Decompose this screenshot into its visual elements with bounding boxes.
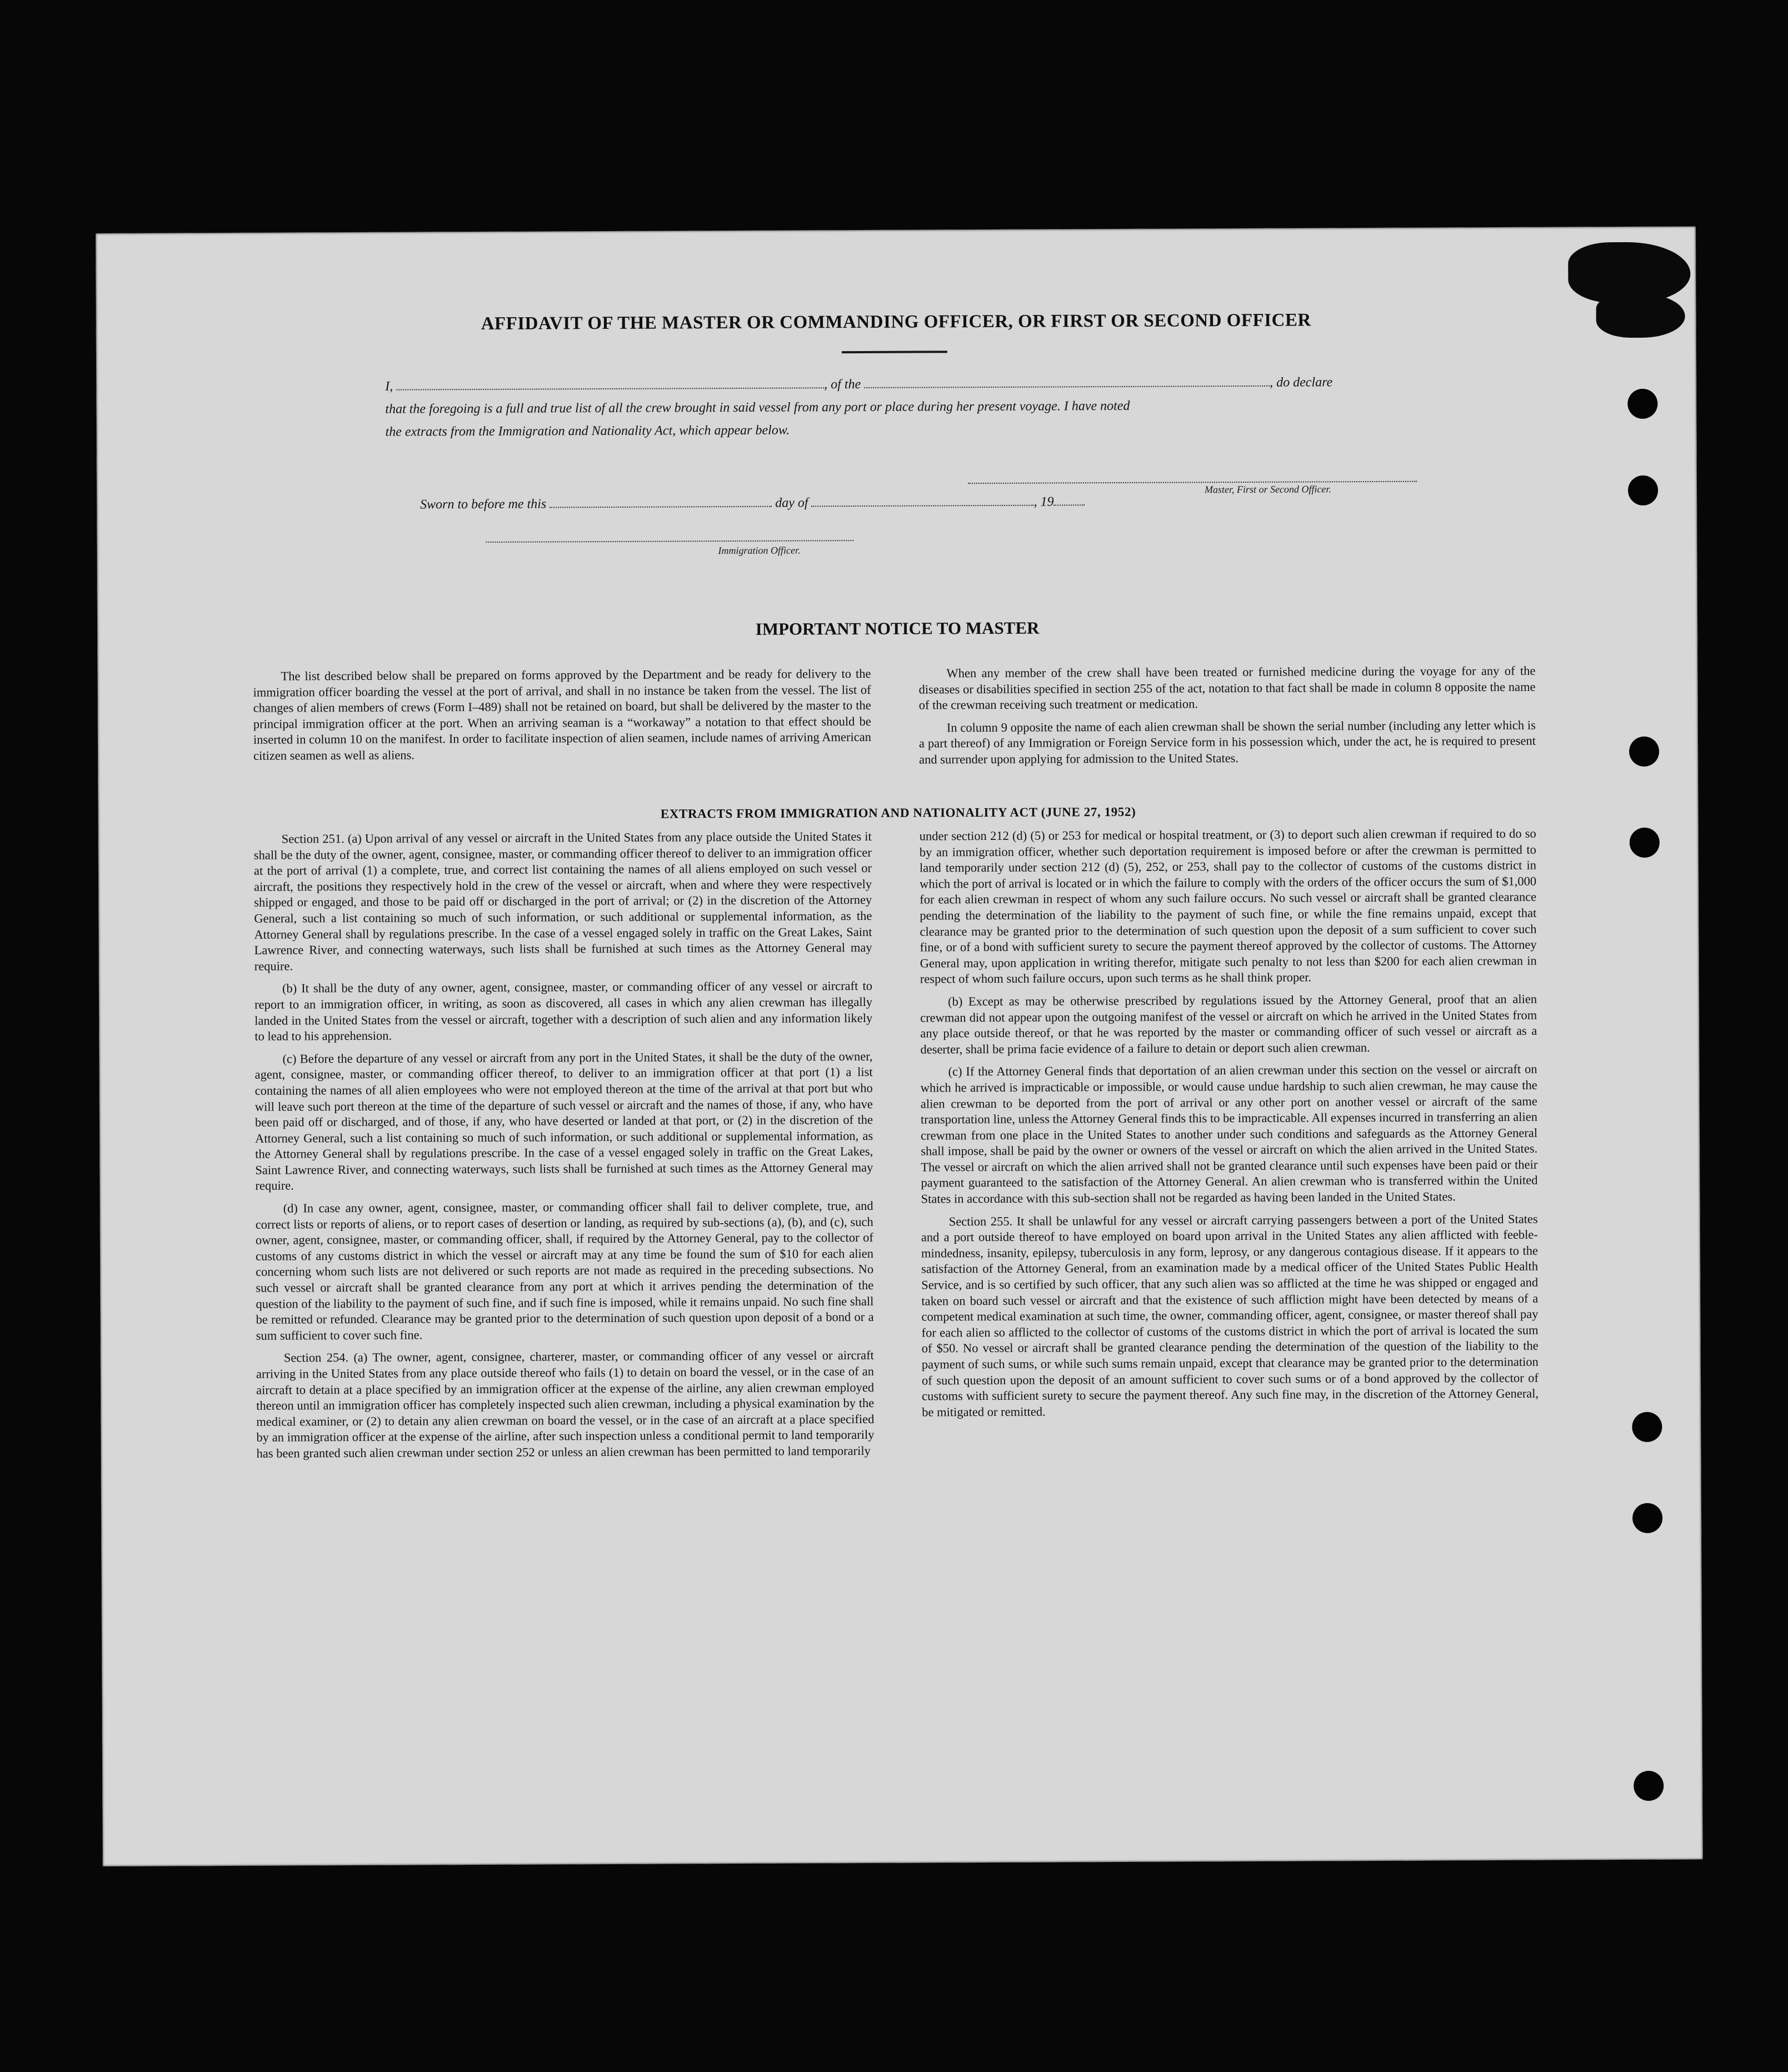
- master-signature-label: Master, First or Second Officer.: [1204, 483, 1332, 496]
- extracts-left-column: [254, 829, 875, 1468]
- binder-hole-4: [1630, 828, 1660, 858]
- sworn-year-blank-field[interactable]: [1054, 494, 1085, 506]
- section-251-a: Section 251. (a) Upon arrival of any vessel or aircraft in the United States from any place outside the United States it shall be the duty of the owner, agent, consignee, master, or commanding officer thereof to deliver to an immigration officer at the port of arrival (1) a complete, true, and correct list containing the names of all aliens employed on such vessel or aircraft, the positions they respectively hold in the crew of the vessel or aircraft, when and where they were respectively shipped or engaged, and those to be paid off or discharged in the port of arrival; or (2) in the discretion of the Attorney General, such a list containing so much of such information, or such additional or supplemental information, as the Attorney General shall by regulations prescribe. In the case of a vessel engaged solely in traffic on the Great Lakes, Saint Lawrence River, and connecting waterways, such lists shall be furnished at such times as the Attorney General may require.: [253, 829, 872, 973]
- section-255: Section 255. It shall be unlawful for any vessel or aircraft carrying passengers between a port of the United States and a port outside thereof to have employed on board upon arrival in the United States any alien afflicted with feeble-mindedness, insanity, epilepsy, tuberculosis in any form, leprosy, or any dangerous contagious disease. If it appears to the satisfaction of the Attorney General, from an examination made by a medical officer of the United States Public Health Service, and is so certified by such officer, that any such alien was so afflicted at the time he was shipped or engaged and taken on board such vessel or aircraft and that the existence of such affliction might have been detected by means of a competent medical examination at such time, the owner, commanding officer, agent, consignee, or master thereof shall pay for each alien so afflicted to the collector of customs of the customs district in which the port of arrival is located the sum of $50. No vessel or aircraft shall be granted clearance pending the determination of the question of the liability to the payment of such sums, or while such sums remain unpaid, except that clearance may be granted prior to the determination of such question upon the deposit of an amount sufficient to cover such sums or of a bond approved by the collector of customs with sufficient surety to secure the payment thereof. Any such fine may, in the discretion of the Attorney General, be mitigated or remitted.: [921, 1212, 1539, 1419]
- sworn-month-blank-field[interactable]: [812, 495, 1034, 507]
- section-251-c: (c) Before the departure of any vessel or aircraft from any port in the United States, it shall be the duty of the owner, agent, consignee, master, or commanding officer thereof, to deliver to an immigration officer at that port (1) a list containing the names of all alien employees who were not employed thereon at the time of the arrival at that port but who will leave such port thereon at the time of the departure of such vessel or aircraft and the names of those, if any, who have been paid off or discharged, and of those, if any, who have deserted or landed at that port, or (2) in the discretion of the Attorney General, such a list containing so much of such information, or such additional or supplemental information, as the Attorney General shall by regulations prescribe. In the case of a vessel engaged solely in traffic on the Great Lakes, Saint Lawrence River, and connecting waterways, such lists shall be furnished at such times as the Attorney General may require.: [254, 1049, 873, 1193]
- sworn-before: Sworn to before me this: [420, 497, 547, 512]
- sworn-day-of: day of: [775, 496, 808, 511]
- immigration-officer-signature-line[interactable]: [486, 539, 853, 543]
- section-251-b: (b) It shall be the duty of any owner, agent, consignee, master, or commanding officer of any vessel or aircraft to report to an immigration officer, in writing, as soon as discovered, all cases in which any alien crewman has illegally landed in the United States from the vessel or aircraft, together with a description of such alien and any information likely to lead to his apprehension.: [254, 979, 873, 1043]
- section-254-a-continued: under section 212 (d) (5) or 253 for medical or hospital treatment, or (3) to deport such alien crewman if required to do so by an immigration officer, whether such deportation requirement is imposed before or after the crewman is permitted to land temporarily under section 212 (d) (5), 252, or 253, shall pay to the collector of customs of the customs district in which the port of arrival is located or in which the failure to comply with the orders of the officer occurs the sum of $1,000 for each alien crewman in respect of whom any such failure occurs. No such vessel or aircraft shall be granted clearance pending the determination of the liability to the payment of such fine, or while the fine remains unpaid, except that clearance may be granted prior to the determination of such question upon the deposit of a sum sufficient to cover such fine, or of a bond with sufficient surety to secure the payment thereof approved by the collector of customs. The Attorney General may, upon application in writing therefor, mitigate such penalty to not less than $200 for each alien crewman in respect of whom such failure occurs, upon such terms as he shall think proper.: [919, 826, 1537, 986]
- master-signature-line[interactable]: [968, 480, 1417, 484]
- binder-hole-3: [1629, 737, 1659, 767]
- affidavit-title: AFFIDAVIT OF THE MASTER OR COMMANDING OFFICER, OR FIRST OR SECOND OFFICER: [481, 310, 1311, 334]
- sworn-year: , 19: [1033, 494, 1054, 509]
- notice-right-paragraph-2: In column 9 opposite the name of each alien crewman shall be shown the serial number (including any letter which is a part thereof) of any Immigration or Foreign Service form in his possession which, under the act, he is required to present and surrender upon applying for admission to the United States.: [918, 718, 1536, 767]
- binder-hole-6: [1632, 1503, 1662, 1533]
- binder-hole-5: [1632, 1412, 1662, 1442]
- sworn-day-blank-field[interactable]: [550, 496, 772, 508]
- decl-line-2: that the foregoing is a full and true list of all the crew brought in said vessel from any port or place during her present voyage. I have noted: [385, 398, 1130, 417]
- sworn-statement: [420, 494, 1085, 512]
- vessel-blank-field[interactable]: [864, 374, 1270, 388]
- extracts-title: EXTRACTS FROM IMMIGRATION AND NATIONALITY ACT (JUNE 27, 1952): [660, 804, 1136, 821]
- notice-title: IMPORTANT NOTICE TO MASTER: [755, 618, 1040, 639]
- binder-hole-2: [1628, 476, 1658, 506]
- decl-i: I,: [385, 379, 393, 394]
- name-blank-field[interactable]: [396, 376, 824, 390]
- section-254-a: Section 254. (a) The owner, agent, consignee, charterer, master, or commanding officer of any vessel or aircraft arriving in the United States from any place outside thereof who fails (1) to detain on board the vessel, or in the case of an aircraft to detain at a place specified by an immigration officer at the expense of the airline, any alien crewman employed thereon until an immigration officer has completely inspected such alien crewman, including a physical examination by the medical examiner, or (2) to detain any alien crewman on board the vessel, or in the case of an aircraft at a place specified by an immigration officer at the expense of the airline, after such inspection unless a conditional permit to land temporarily has been granted such alien crewman under section 252 or unless an alien crewman has been permitted to land temporarily: [256, 1348, 875, 1460]
- declaration-text: [385, 371, 1452, 443]
- notice-left-paragraph: The list described below shall be prepared on forms approved by the Department and be ready for delivery to the immigration officer boarding the vessel at the port of arrival, and shall in no instance be taken from the vessel. The list of changes of alien members of crews (Form I–489) shall not be retained on board, but shall be delivered by the master to the principal immigration officer at the port. When an arriving seaman is a “workaway” a notation to that effect should be inserted in column 10 on the manifest. In order to facilitate inspection of alien seamen, include names of arriving American citizen seamen as well as aliens.: [253, 666, 872, 763]
- decl-do-declare: , do declare: [1270, 375, 1333, 390]
- binder-hole-1: [1627, 389, 1657, 419]
- binder-hole-7: [1634, 1771, 1664, 1801]
- form-page: [96, 226, 1703, 1866]
- section-251-d: (d) In case any owner, agent, consignee, master, or commanding officer shall fail to deliver complete, true, and correct lists or reports of aliens, or to report cases of desertion or landing, as required by sub-sections (a), (b), and (c), such owner, agent, consignee, master, or commanding officer, shall, if required by the Attorney General, pay to the collector of customs of any customs district in which the vessel or aircraft may at any time be found the sum of $10 for each alien concerning whom such lists are not delivered or such reports are not made as required in the preceding subsections. No such vessel or aircraft shall be granted clearance from any port at which it arrives pending the determination of the question of the liability to the payment of such fine, and if such fine is imposed, while it remains unpaid. No such fine shall be remitted or refunded. Clearance may be granted prior to the determination of such question upon deposit of a bond or a sum sufficient to cover such fine.: [255, 1198, 874, 1343]
- section-254-c: (c) If the Attorney General finds that deportation of an alien crewman under this section on the vessel or aircraft on which he arrived is impracticable or impossible, or would cause undue hardship to such alien crewman, he may cause the alien crewman to be deported from the port of arrival or any other port on another vessel or aircraft of the same transportation line, unless the Attorney General finds this to be impracticable. All expenses incurred in transferring an alien crewman from one place in the United States to another under such conditions and safeguards as the Attorney General shall impose, shall be paid by the owner or owners of the vessel or aircraft on which the alien arrived in the United States. The vessel or aircraft on which the alien arrived shall not be granted clearance until such expenses have been paid or their payment guaranteed to the satisfaction of the Attorney General. An alien crewman who is transferred within the United States in accordance with this sub-section shall not be regarded as having been landed in the United States.: [920, 1062, 1538, 1206]
- notice-right-paragraph-1: When any member of the crew shall have been treated or furnished medicine during the voyage for any of the diseases or disabilities specified in section 255 of the act, notation to that fact shall be made in column 8 opposite the name of the crewman receiving such treatment or medication.: [918, 663, 1536, 712]
- title-underline: [842, 351, 947, 353]
- notice-left-column: [253, 666, 871, 770]
- immigration-officer-label: Immigration Officer.: [718, 544, 801, 557]
- decl-of-the: , of the: [824, 377, 861, 392]
- notice-right-column: [918, 663, 1536, 774]
- section-254-b: (b) Except as may be otherwise prescribed by regulations issued by the Attorney General, proof that an alien crewman did not appear upon the outgoing manifest of the vessel or aircraft on which he arrived in the United States from any place outside thereof, or that he was reported by the master or commanding officer of such vessel or aircraft as a deserter, shall be prima facie evidence of a failure to detain or deport such alien crewman.: [920, 992, 1537, 1057]
- ink-smudge-lower: [1596, 293, 1685, 338]
- decl-line-3: the extracts from the Immigration and Nationality Act, which appear below.: [385, 423, 790, 439]
- extracts-right-column: [920, 826, 1539, 1427]
